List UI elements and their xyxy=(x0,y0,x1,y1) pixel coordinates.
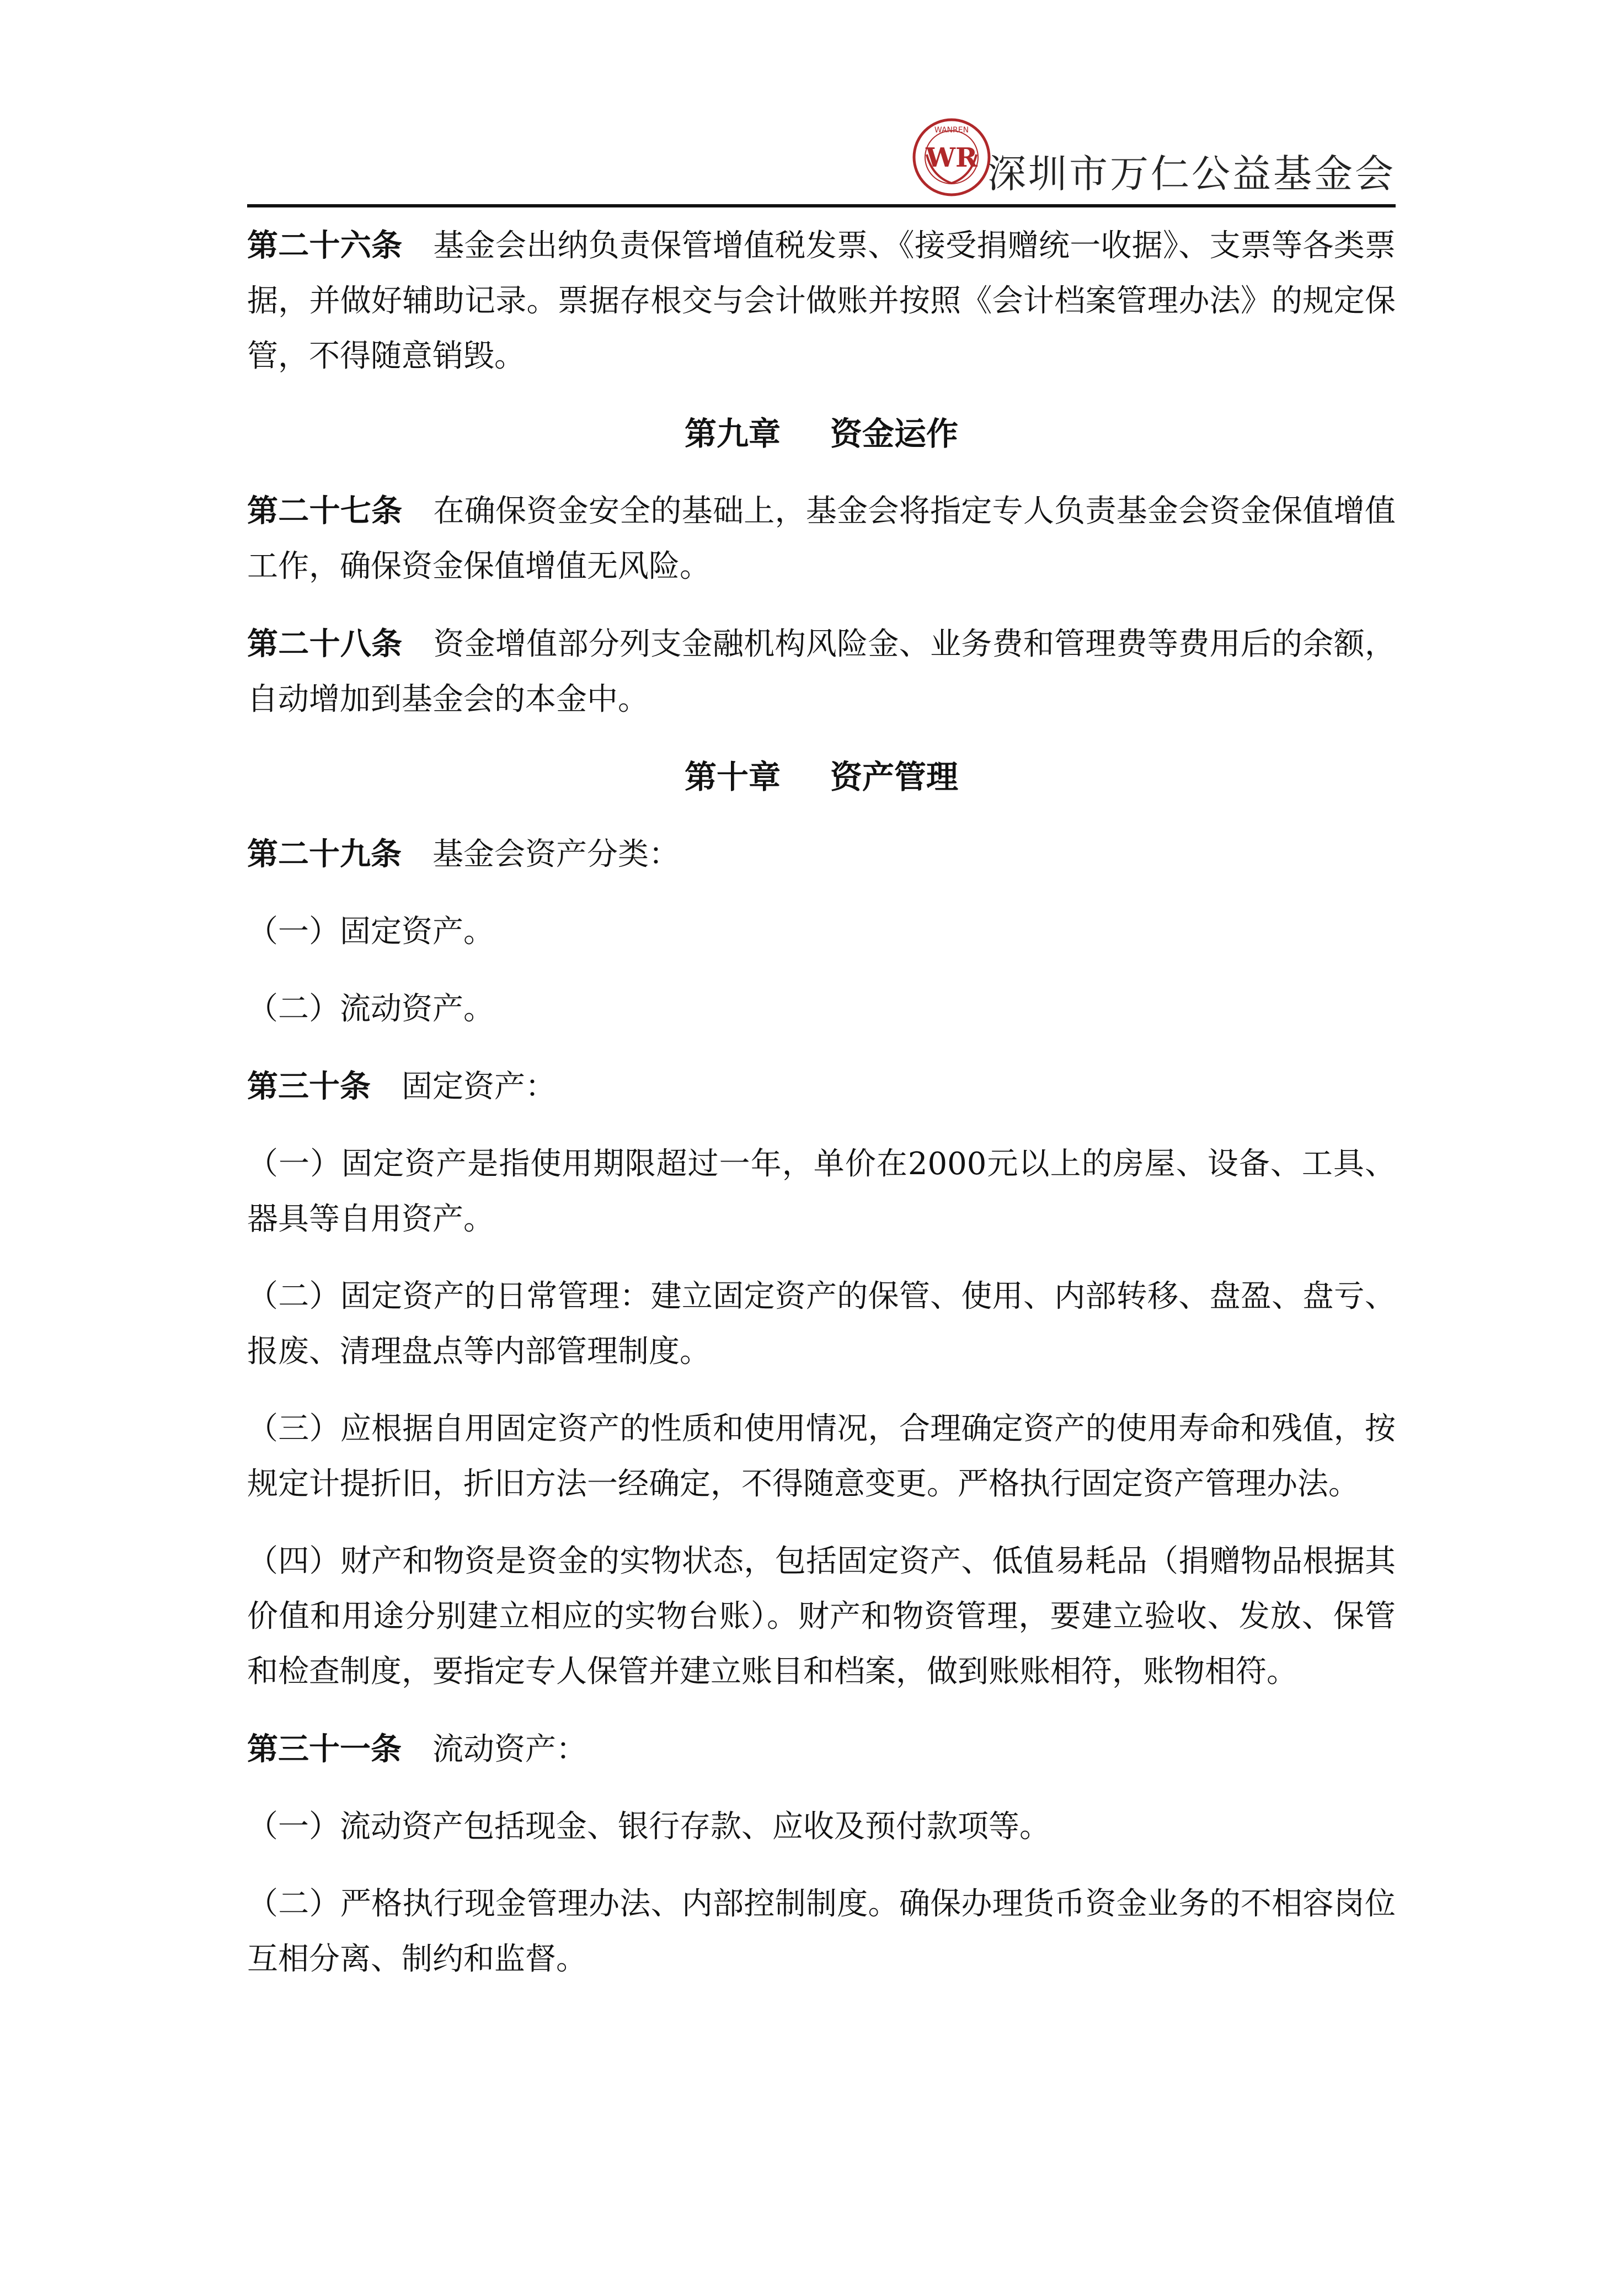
list-item: （二）流动资产。 xyxy=(247,991,494,1027)
article-title: 第三十条 xyxy=(247,1068,371,1105)
article-29 xyxy=(247,827,1396,882)
chapter-heading xyxy=(247,406,1396,461)
list-item: （一）流动资产包括现金、银行存款、应收及预付款项等。 xyxy=(247,1809,1050,1845)
logo-top-text: WANREN xyxy=(934,126,969,135)
article-text: 在确保资金安全的基础上，基金会将指定专人负责基金会资金保值增值工作，确保资金保值增值无风险。 xyxy=(247,493,1396,584)
article-text: 固定资产： xyxy=(402,1069,556,1105)
article-text: 资金增值部分列支金融机构风险金、业务费和管理费等费用后的余额，自动增加到基金会的本金中。 xyxy=(247,626,1396,717)
chapter-number: 第九章 xyxy=(684,415,781,452)
article-text: 流动资产： xyxy=(432,1731,587,1767)
page-header xyxy=(247,116,1396,207)
article-28 xyxy=(247,616,1396,727)
article-title: 第二十六条 xyxy=(247,227,403,264)
chapter-heading xyxy=(247,749,1396,804)
chapter-number: 第十章 xyxy=(684,758,781,796)
article-title: 第二十八条 xyxy=(247,626,403,662)
list-item: （二）严格执行现金管理办法、内部控制制度。确保办理货币资金业务的不相容岗位互相分离、制约和监督。 xyxy=(247,1886,1396,1977)
article-text: 基金会资产分类： xyxy=(432,837,680,872)
org-name: 深圳市万仁公益基金会 xyxy=(987,151,1396,196)
article-27 xyxy=(247,483,1396,594)
list-item: （四）财产和物资是资金的实物状态，包括固定资产、低值易耗品（捐赠物品根据其价值和用途分别建立相应的实物台账）。财产和物资管理，要建立验收、发放、保管和检查制度，要指定专人保管并建立账目和档案，做到账账相符，账物相符。 xyxy=(247,1543,1396,1690)
list-item: （一）固定资产是指使用期限超过一年，单价在2000元以上的房屋、设备、工具、器具等自用资产。 xyxy=(247,1146,1396,1237)
document-body xyxy=(247,218,1396,2009)
list-item: （一）固定资产。 xyxy=(247,914,494,950)
list-item: （三）应根据自用固定资产的性质和使用情况，合理确定资产的使用寿命和残值，按规定计提折旧，折旧方法一经确定，不得随意变更。严格执行固定资产管理办法。 xyxy=(247,1411,1396,1502)
article-title: 第二十七条 xyxy=(247,493,403,529)
article-text: 基金会出纳负责保管增值税发票、《接受捐赠统一收据》、支票等各类票据，并做好辅助记录。票据存根交与会计做账并按照《会计档案管理办法》的规定保管，不得随意销毁。 xyxy=(247,228,1396,374)
article-31 xyxy=(247,1722,1396,1777)
article-26 xyxy=(247,218,1396,384)
list-item: （二）固定资产的日常管理：建立固定资产的保管、使用、内部转移、盘盈、盘亏、报废、清理盘点等内部管理制度。 xyxy=(247,1278,1396,1370)
logo-letter: WR xyxy=(926,142,977,173)
article-title: 第二十九条 xyxy=(247,836,402,872)
chapter-name: 资金运作 xyxy=(830,415,959,452)
article-title: 第三十一条 xyxy=(247,1731,402,1767)
foundation-logo-icon xyxy=(910,116,993,199)
chapter-name: 资产管理 xyxy=(830,758,959,796)
article-30 xyxy=(247,1059,1396,1115)
